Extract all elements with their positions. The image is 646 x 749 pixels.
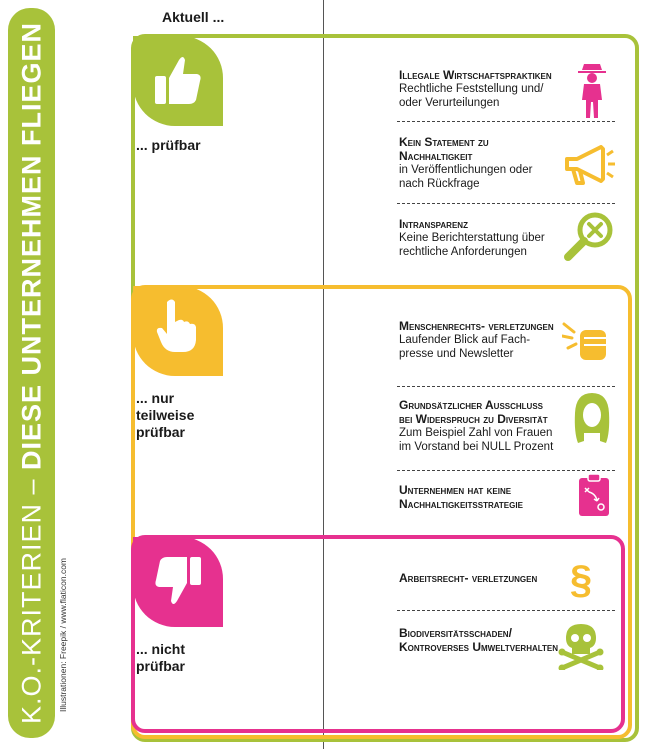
sidebar-title-bold: DIESE UNTERNEHMEN FLIEGEN: [16, 21, 46, 470]
thumbs-down-tile: [133, 537, 223, 627]
paragraph-icon: [566, 555, 596, 599]
header-aktuell: Aktuell ...: [162, 9, 225, 25]
separator: [397, 386, 615, 387]
sidebar-title: [8, 8, 55, 738]
criterion-item: Unternehmen hat keine Nachhaltigkeitsstrategie: [399, 483, 523, 511]
svg-text:§: §: [569, 558, 593, 599]
separator: [397, 470, 615, 471]
category-teilweise: ... nur teilweise prüfbar: [136, 390, 195, 440]
criterion-item: Biodiversitätsschaden/ Kontroverses Umweltverhalten: [399, 626, 559, 654]
criterion-item: Kein Statement zu Nachhaltigkeit in Veröffentlichungen oder nach Rückfrage: [399, 135, 533, 190]
fist-icon: [562, 318, 610, 366]
criterion-item: Menschenrechts- verletzungen Laufender Blick auf Fach- presse und Newsletter: [399, 319, 554, 360]
gangster-icon: [576, 64, 608, 118]
pointing-hand-tile: [133, 286, 223, 376]
separator: [397, 203, 615, 204]
sidebar-title-thin: K.O.-KRITERIEN –: [16, 470, 46, 725]
skull-crossbones-icon: [558, 622, 604, 670]
category-nicht: ... nicht prüfbar: [136, 641, 185, 674]
criterion-item: Grundsätzlicher Ausschluss bei Widerspruch zu Diversität Zum Beispiel Zahl von Frauen im Vorstand bei NULL Prozent: [399, 398, 554, 453]
thumbs-down-icon: [153, 555, 203, 607]
criterion-item: Intransparenz Keine Berichterstattung über rechtliche Anforderungen: [399, 217, 545, 258]
woman-silhouette-icon: [572, 393, 612, 447]
category-pruefbar: ... prüfbar: [136, 137, 201, 153]
pointing-hand-icon: [153, 298, 203, 354]
criterion-item: Illegale Wirtschaftspraktiken Rechtliche Feststellung und/ oder Verurteilungen: [399, 68, 552, 109]
thumbs-up-icon: [153, 54, 203, 106]
megaphone-icon: [563, 145, 615, 185]
clipboard-strategy-icon: [578, 474, 610, 516]
separator: [397, 121, 615, 122]
criterion-item: Arbeitsrecht- verletzungen: [399, 571, 538, 585]
separator: [397, 610, 615, 611]
magnifier-cross-icon: [563, 210, 615, 262]
illustration-credit: Illustrationen: Freepik / www.flaticon.com: [58, 557, 68, 712]
thumbs-up-tile: [133, 36, 223, 126]
